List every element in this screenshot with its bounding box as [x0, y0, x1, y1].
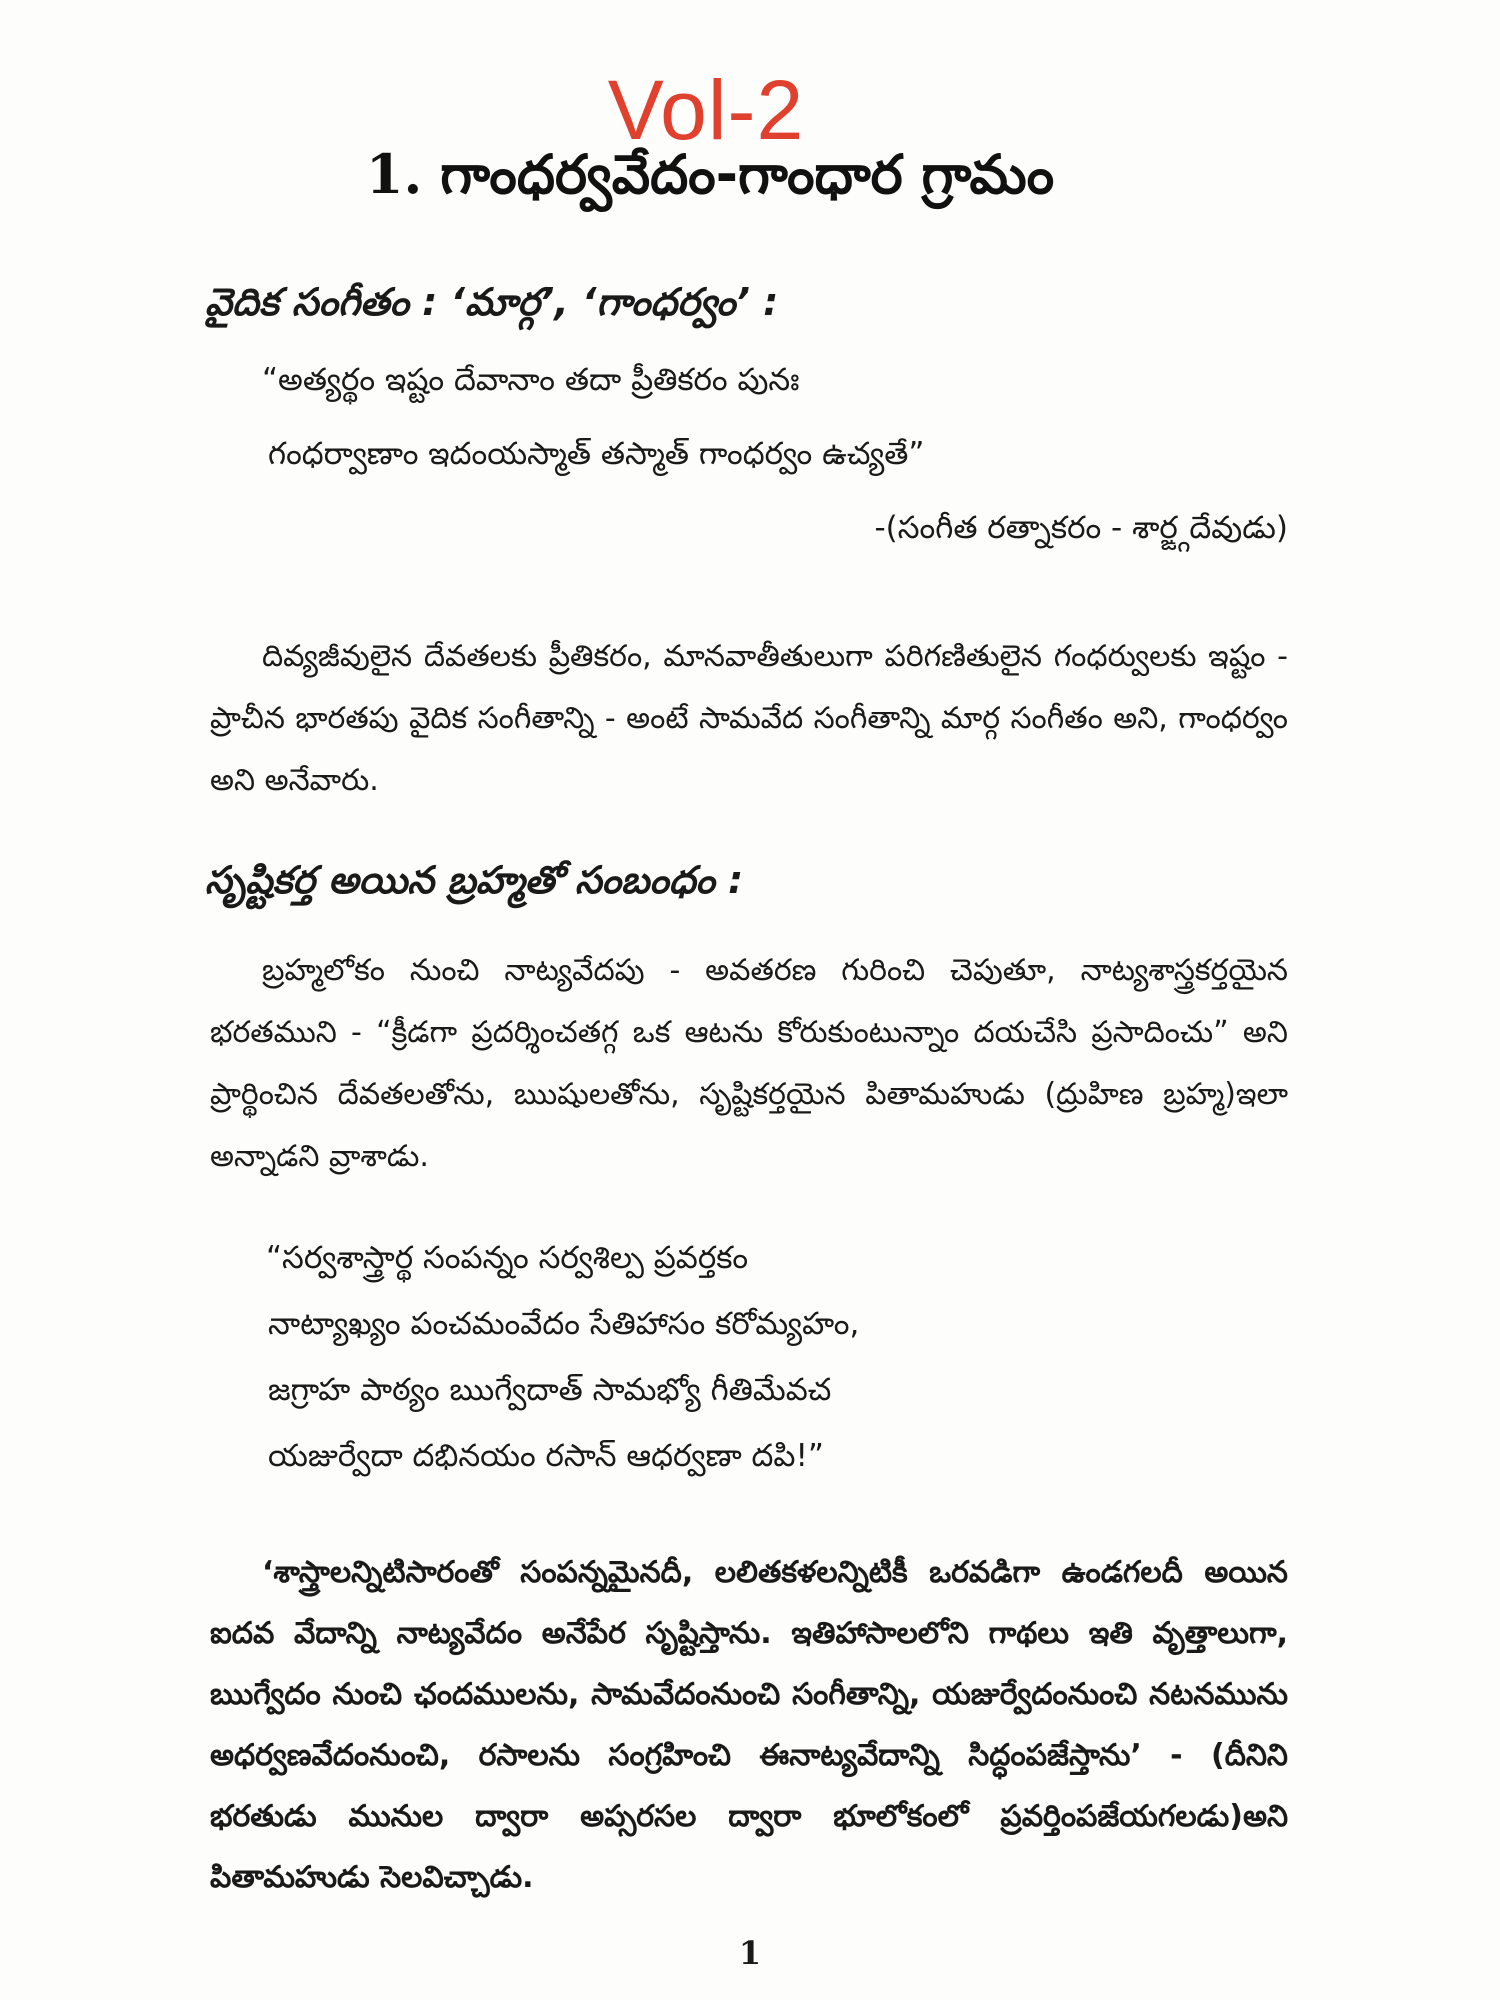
- paragraph-gandharva-definition: దివ్యజీవులైన దేవతలకు ప్రీతికరం, మానవాతీతులుగా పరిగణితులైన గంధర్వులకు ఇష్టం - ప్రాచీన భారతపు వైదిక సంగీతాన్ని - అంటే సామవేద సంగీతాన్ని మార్గ సంగీతం అని, గాంధర్వం అని అనేవారు.: [210, 639, 1288, 798]
- verse-line: నాట్యాఖ్యం పంచమంవేదం సేతిహాసం కరోమ్యహం,: [268, 1306, 860, 1342]
- verse-line: జగ్రాహ పాఠ్యం ఋగ్వేదాత్ సామభ్యో గీతిమేవచ: [268, 1372, 832, 1408]
- page-number: 1: [738, 1934, 762, 1972]
- chapter-number: 1.: [365, 142, 423, 206]
- section-heading-vedic-music: వైదిక సంగీతం : ‘మార్గ’, ‘గాంధర్వం’ :: [205, 280, 779, 324]
- verse-line: యజుర్వేదా దభినయం రసాన్ ఆధర్వణా దపి!”: [268, 1438, 824, 1474]
- section-heading-creator-brahma: సృష్టికర్త అయిన బ్రహ్మతో సంబంధం :: [205, 858, 744, 902]
- verse-attribution: -(సంగీత రత్నాకరం - శార్ఙ్గదేవుడు): [874, 510, 1288, 546]
- chapter-title: [0, 142, 1420, 220]
- verse-line: “సర్వశాస్త్రార్థ సంపన్నం సర్వశిల్ప ప్రవర్తకం: [266, 1240, 749, 1276]
- volume-label: Vol-2: [607, 63, 805, 157]
- verse-line: “అత్యర్థం ఇష్టం దేవానాం తదా ప్రీతికరం పునః: [262, 362, 800, 398]
- verse-line: గంధర్వాణాం ఇదంయస్మాత్ తస్మాత్ గాంధర్వం ఉచ్యతే”: [268, 436, 925, 472]
- paragraph-natyaveda-origin: బ్రహ్మలోకం నుంచి నాట్యవేదపు - అవతరణ గురించి చెపుతూ, నాట్యశాస్త్రకర్తయైన భరతముని - “క్రీడగా ప్రదర్శించతగ్గ ఒక ఆటను కోరుకుంటున్నాం దయచేసి ప్రసాదించు” అని ప్రార్థించిన దేవతలతోను, ఋషులతోను, సృష్టికర్తయైన పితామహుడు (ద్రుహిణ బ్రహ్మ)ఇలా అన్నాడని వ్రాశాడు.: [210, 953, 1288, 1174]
- chapter-title-text: గాంధర్వవేదం-గాంధార గ్రామం: [440, 143, 1055, 206]
- paragraph-brahma-speech: ‘శాస్త్రాలన్నిటిసారంతో సంపన్నమైనదీ, లలితకళలన్నిటికీ ఒరవడిగా ఉండగలదీ అయిన ఐదవ వేదాన్ని నాట్యవేదం అనేపేర సృష్టిస్తాను. ఇతిహాసాలలోని గాథలు ఇతి వృత్తాలుగా, ఋగ్వేదం నుంచి ఛందములను, సామవేదంనుంచి సంగీతాన్ని, యజుర్వేదంనుంచి నటనమును అధర్వణవేదంనుంచి, రసాలను సంగ్రహించి ఈనాట్యవేదాన్ని సిద్ధంపజేస్తాను’ - (దీనిని భరతుడు మునుల ద్వారా అప్సరసల ద్వారా భూలోకంలో ప్రవర్తింపజేయగలడు)అని పితామహుడు సెలవిచ్చాడు.: [210, 1555, 1288, 1895]
